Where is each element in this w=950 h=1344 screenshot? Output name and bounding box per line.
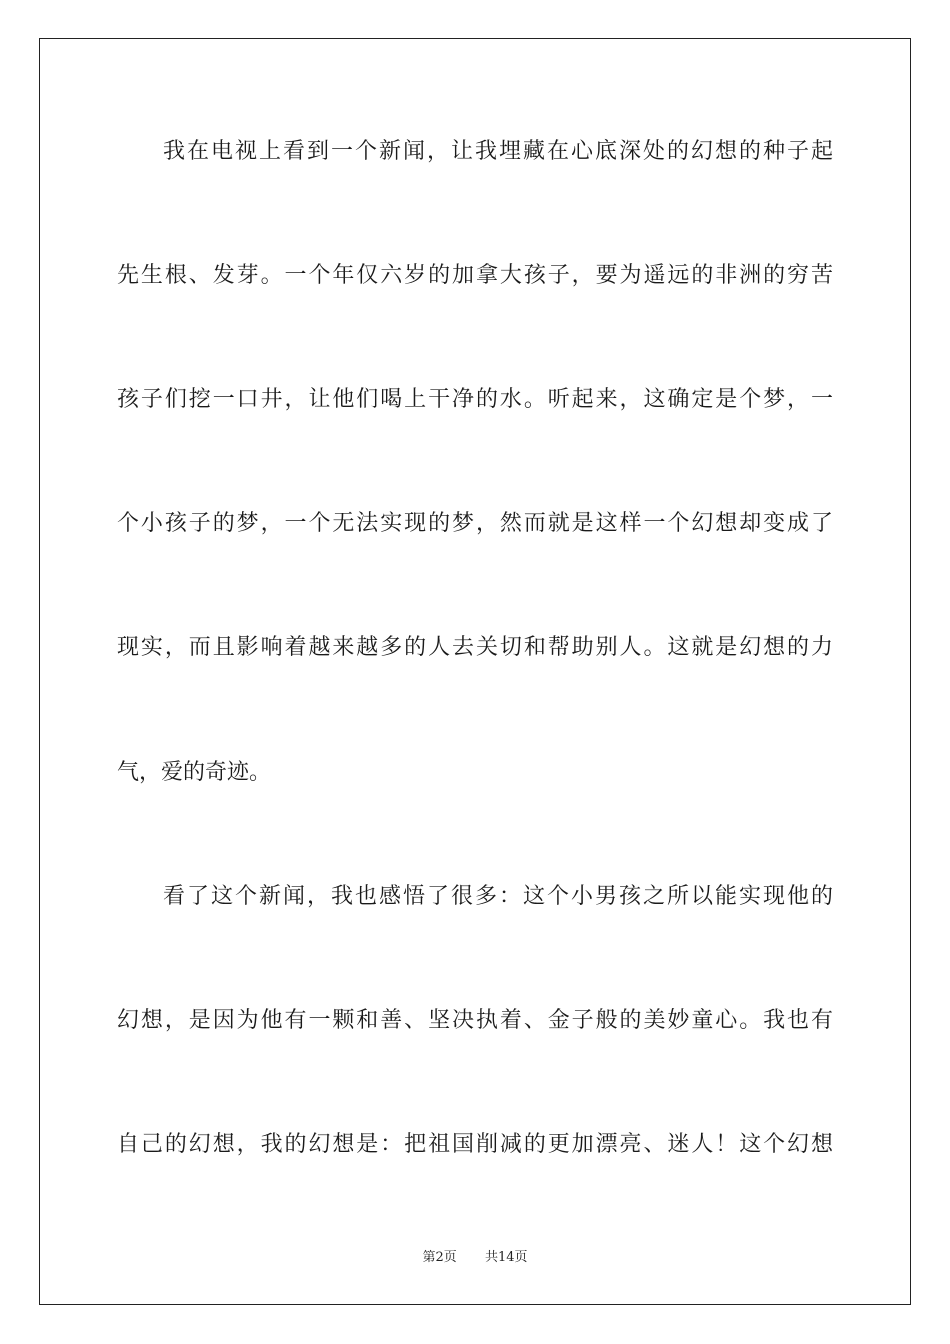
text-line: 先生根、发芽。一个年仅六岁的加拿大孩子，要为遥远的非洲的穷苦 xyxy=(117,263,833,288)
text-line: 现实，而且影响着越来越多的人去关切和帮助别人。这就是幻想的力 xyxy=(117,635,833,660)
page-total: 共14页 xyxy=(485,1250,528,1265)
page-footer xyxy=(0,1246,950,1265)
text-line: 自己的幻想，我的幻想是：把祖国削减的更加漂亮、迷人！这个幻想 xyxy=(117,1132,833,1157)
text-line: 个小孩子的梦，一个无法实现的梦，然而就是这样一个幻想却变成了 xyxy=(117,511,833,536)
text-line: 看了这个新闻，我也感悟了很多：这个小男孩之所以能实现他的 xyxy=(163,884,833,909)
text-line: 气，爱的奇迹。 xyxy=(117,760,272,785)
text-line: 我在电视上看到一个新闻，让我埋藏在心底深处的幻想的种子起 xyxy=(163,139,833,164)
text-line: 孩子们挖一口井，让他们喝上干净的水。听起来，这确定是个梦，一 xyxy=(117,387,833,412)
page-frame xyxy=(39,38,911,1305)
page-number: 第2页 xyxy=(422,1250,457,1265)
text-line: 幻想，是因为他有一颗和善、坚决执着、金子般的美妙童心。我也有 xyxy=(117,1008,833,1033)
